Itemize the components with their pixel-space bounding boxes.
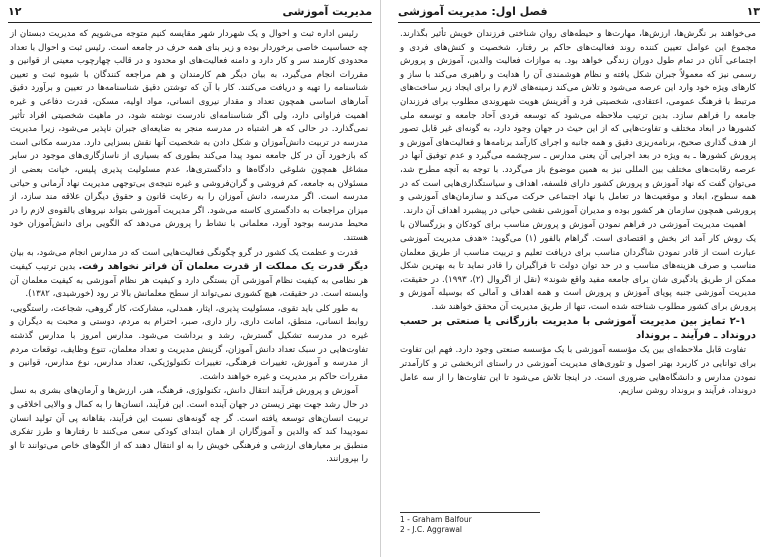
paragraph: تفاوت قابل ملاحظه‌ای بین یک مؤسسه آموزشی با یک مؤسسه صنعتی وجود دارد. فهم این تفاوت برای توانایی در کاربرد بهتر اصول و تئوری‌های مدیریت آموزشی در راستای اثربخشی تر و کارآمدتر نمودن مدارس و دانشگاه‌هایی ضروری است. در اینجا تلاش می‌شود تا این تفاوت‌ها را از سه عامل درونداد، فرآیند و برونداد روشن سازیم. [400,345,756,397]
paragraph: اهمیت مدیریت آموزشی در فراهم نمودن آموزش و پرورش مناسب برای کودکان و بزرگسالان با یک روش کار آمد اثر بخش و اقتصادی است. گراهام بالفور (۱) می‌گوید: «هدف مدیریت آموزشی عبارت است از قادر نمودن شاگردان مناسب برای دریافت تعلیم و تربیت مناسب از طریق معلمان مناسب و صرف هزینه‌های مناسب و در حد توان دولت تا فراگیران را قادر نماید تا به بهترین شکل ممکن از طریق یادگیری شان برای جامعه مفید واقع شوند» (نقل از اگروال (۲)، ۱۹۹۳). در حقیقت، مدیریت آموزشی جنبه پویای آموزش و پرورش است و همه اهداف و آمالی که بوسیله آموزش و پرورش برای کشور مطلوب شناخته شده است، تنها از طریق مدیریت آن محقق خواهند شد. [400,220,756,312]
paragraph: قدرت و عظمت یک کشور در گرو چگونگی فعالیت‌هایی است که در مدارس انجام می‌شود، به بیان دیگر قدرت یک مملکت از قدرت معلمان آن فراتر نخواهد رفت. بدین ترتیب کیفیت هر نظامی به کیفیت نظام آموزشی آن بستگی دارد و کیفیت هر نظام آموزشی به کیفیت معلمان آن وابسته است. در حقیقت، هیچ کشوری نمی‌تواند از سطح معلمانش بالا تر رود (خورشیدی، ۱۳۸۲). [10,247,368,300]
page-number: ۱۳ [746,5,760,18]
paragraph: می‌خواهند بر نگرش‌ها، ارزش‌ها، مهارت‌ها و حیطه‌های روان شناختی فرزندان خویش تأثیر بگذارند. مجموع این عوامل تعیین کننده روند فعالیت‌های حاکم بر رفتار، شخصیت و کنش‌های فردی و اجتماعی آنان در تمام طول دوران زندگی خواهد بود. به موازات فعالیت والدین، آموزش و پرورش رسمی نیز که معمولاً جبران شکل یافته و نظام هوشمندی آن را هدایت و راهبری می‌کند با ساز و کارهای ویژه خود وارد این عرصه می‌شود و تلاش می‌کند زمینه‌های لازم را برای ایجاد زیر ساخت‌های مرتبط با فرهنگ عمومی، اعتقادی، شخصیتی فرد و آفرینش هویت شهروندی مطلوب برای فرزندان جامعه را فراهم سازد. بدین ترتیب ملاحظه می‌شود که توسعه فردی آحاد جامعه و توسعه ملی کشورها در ابعاد مختلف و تفاوت‌هایی که از این حیث در جهان وجود دارد، به گونه‌ای غیر قابل تصور از هدف گذاری صحیح، برنامه‌ریزی دقیق و همه جانبه و اجرای کارآمد برنامه‌ها و فعالیت‌های آموزش و پرورش کشورها ـ به ویژه در بعد اجرایی آن یعنی مدارس ـ سرچشمه می‌گیرد و عدم توفیق آنها در عرصه رقابت‌های مختلف بین المللی نیز به همین موضوع باز می‌گردد. با توجه به آنچه مطرح شد، می‌توان گفت که نهاد آموزش و پرورش کشور دارای فلسفه، اهداف و سیاستگذاری‌هایی است که در همه سطوح، ابعاد و موقعیت‌ها در تعامل با نهاد اجتماعی حرکت می‌کند و سازمان‌های آموزشی و پرورشی همچون سازمان هر کشور بوده و مدیران آموزشی نقشی حیاتی در پیشبرد اهداف آن دارند. [399,29,756,216]
paragraph: آموزش و پرورش فرآیند انتقال دانش، تکنولوژی، فرهنگ، هنر، ارزش‌ها و آرمان‌های بشری به نسل در حال رشد جهت بهتر زیستن در جهان آینده است. این فرآیند، انسان‌ها را به کمال و والایی اخلاقی و تربیت انسان‌های توسعه یافته است. گر چه گونه‌های نسبت این فرآیند، بقاهانه پی آن تولید انسان نمودپیدا کند که والدین و آموزگاران از همان ابتدای کودکی سعی می‌کنند تا رفتارها و طرز تفکری منطبق بر معیارهای ارزشی و فرهنگی خویش را به او انتقال دهند که از الگوهای خاص می‌توانند تا او را بپرورانند. [10,386,368,465]
emphasis-text: دیگر قدرت یک مملکت از قدرت معلمان آن فراتر نخواهد رفت. [78,261,368,273]
right-page [390,0,768,557]
page-header [398,4,760,23]
footnotes [400,512,540,535]
paragraph: رئیس اداره ثبت و احوال و یک شهردار شهر مقایسه کنیم متوجه می‌شویم که مدیریت دبستان از چه حساسیت خاصی برخوردار بوده و زیر بنای همه حرف در جامعه است. رئیس ثبت و احوال با تعداد محدودی کارمند سر و کار دارد و دامنه فعالیت‌های او محدود و در قالب چهارچوب معینی از قوانین و مقررات انجام می‌گیرد، به بیان دیگر هم کارمندان و هم مراجعه کنندگان با شیوه ثبت و تعیین شناسنامه را تهیه و دریافت می‌کنند. کار با آن که توشتن دقیق شناسنامه‌ها در تعیین و برآورد دقیق آمارهای اساسی همچون تعداد و مقدار نیروی انسانی، مواد اولیه، مسکن، قدرت دفاعی و غیره اهمیت فراوانی دارد، ولی اگر شناسنامه‌ای نادرست نوشته شود، در ماهیت شخصیتی افراد تأثیر نمی‌گذارد. در حالی که هر اشتباه در مدرسه منجر به ضایعه‌ای جبران ناپذیر می‌شود، زیرا مدیریت مدرسه در تربیت دانش‌آموزان و شکل دادن به شخصیت آنها نقش بسزایی دارد. مدرسه مکانی است که بازخورد آن در کل جامعه نمود پیدا می‌کند بطوری که بسیاری از ناسازگاری‌های موجود در سایر مشاغل همچون شلوغی دادگاه‌ها و دادگستری‌ها، عدم مسئولیت پذیری پلیس، خیانت بعضی از مسئولان به جامعه، کم فروشی و گران‌فروشی و غیره نتیجه‌ی بی‌توجهی مدیریت نهاد آرمانی و حیاتی مدرسه است. اگر مدرسه، دانش آموزان را به رعایت قانون و حقوق دیگران علاقه مند سازد، از میزان مراجعات به دادگستری کاسته می‌شود. اگر مدیریت آموزشی بتواند نیروهای بالقوه‌ی لازم را در محیط مدرسه بوجود آورد، معلمانی با نشاط را پرورش می‌دهد که الگویی برای دانش‌آموزان خود هستند. [10,29,368,243]
section-heading: ۲-۱ تمایز بین مدیریت آموزشی با مدیریت بازرگانی یا صنعتی بر حسب درونداد ـ فرآیند ـ برونداد [400,316,756,342]
page-body [10,28,368,468]
footnote: 1 - Graham Balfour [400,515,472,524]
running-title: فصل اول: مدیریت آموزشی [398,5,548,18]
page-number: ۱۲ [8,5,22,18]
page-body [400,28,756,400]
paragraph: به طور کلی باید تقوی، مسئولیت پذیری، ایثار، همدلی، مشارکت، کار گروهی، شجاعت، راستگویی، روابط انسانی، منطق، امانت داری، راز داری، صبر، احترام به مردم، دوستی و محبت به دیگران و غیره در مدرسه تشکیل گسترش، رشد و برداشت می‌شود. مدارس امروز با مدارس گذشته تفاوت‌هایی در سبک تعداد دانش آموزان، گزینش مدیریت و تعداد معلمان، تنوع وظایف، توقعات مردم از مدرسه و آموزش، تغییرات فرهنگی، تغییرات تکنولوژیکی، تعداد مدارس، نوع مدارس، قوانین و مقررات حاکم بر مدیریت و غیره خواهند داشت. [10,303,368,382]
footnote: 2 - J.C. Aggrawal [400,525,462,534]
left-page [0,0,381,557]
running-title: مدیریت آموزشی [282,5,372,18]
page-header [8,4,372,23]
